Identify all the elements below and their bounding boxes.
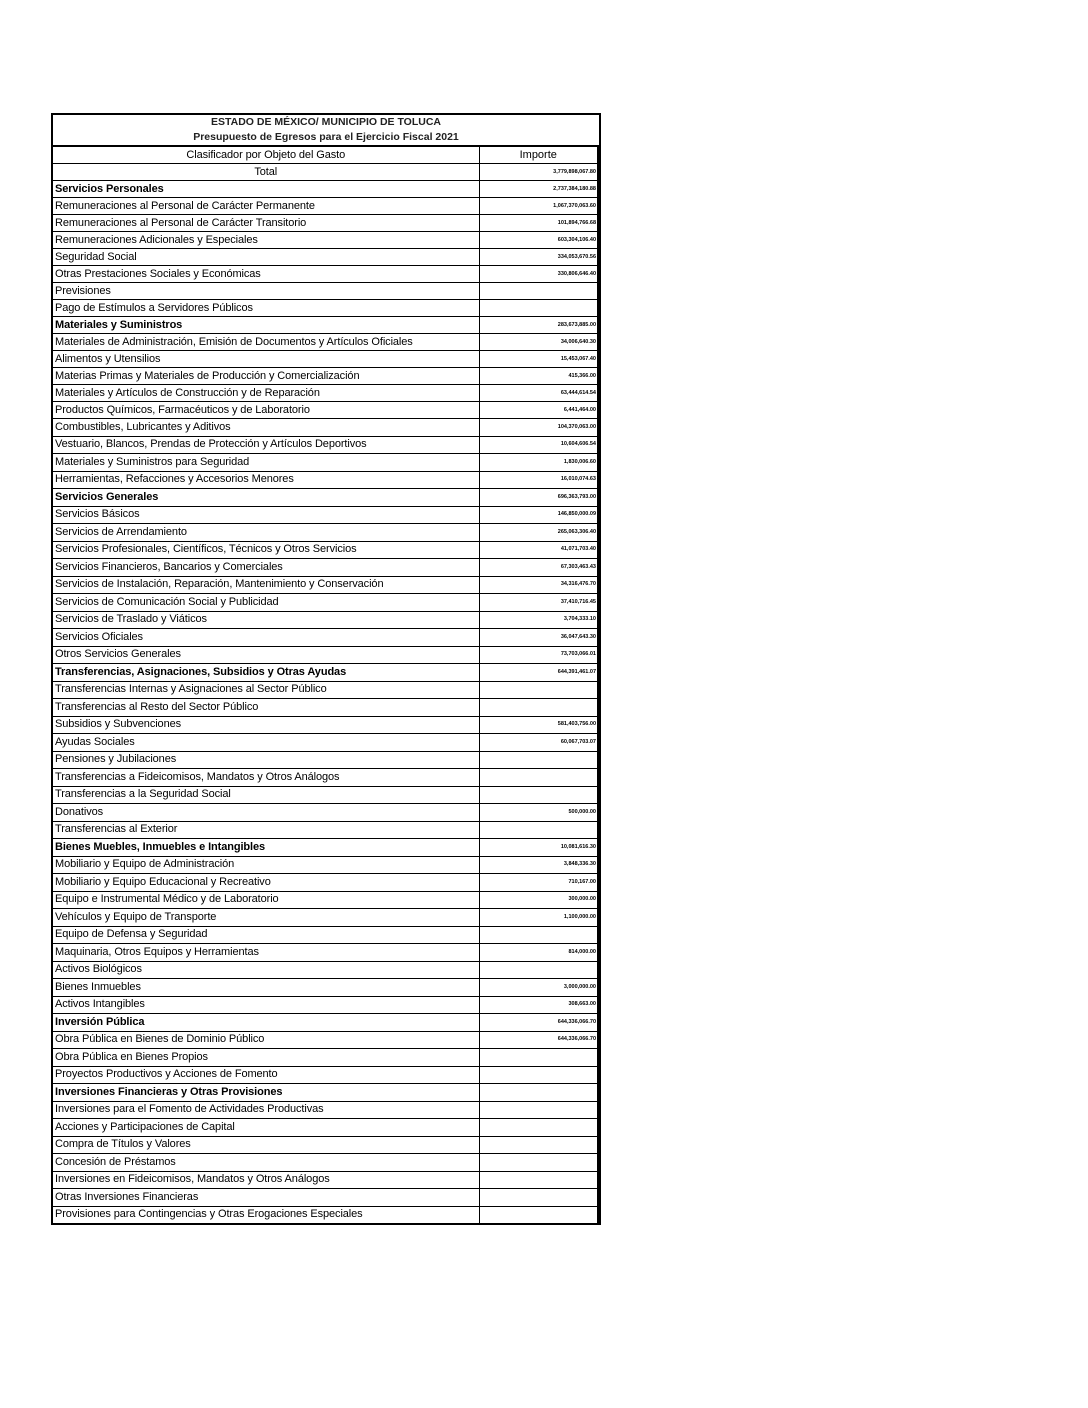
document-subtitle: Presupuesto de Egresos para el Ejercicio Fiscal 2021 bbox=[53, 130, 599, 147]
row-label: Servicios de Arrendamiento bbox=[53, 524, 479, 542]
row-amount bbox=[479, 1154, 598, 1172]
row-label: Obra Pública en Bienes de Dominio Público bbox=[53, 1031, 479, 1049]
table-row bbox=[53, 402, 598, 419]
table-row bbox=[53, 471, 598, 489]
row-label: Compra de Títulos y Valores bbox=[53, 1136, 479, 1154]
table-row bbox=[53, 1049, 598, 1067]
table-row bbox=[53, 506, 598, 524]
row-amount: 63,444,614.54 bbox=[479, 385, 598, 402]
row-amount bbox=[479, 1084, 598, 1102]
table-row bbox=[53, 1189, 598, 1207]
row-label: Maquinaria, Otros Equipos y Herramientas bbox=[53, 944, 479, 962]
category-row bbox=[53, 1084, 598, 1102]
row-label: Productos Químicos, Farmacéuticos y de Laboratorio bbox=[53, 402, 479, 419]
row-label: Otras Prestaciones Sociales y Económicas bbox=[53, 266, 479, 283]
table-row bbox=[53, 646, 598, 664]
row-label: Servicios Generales bbox=[53, 489, 479, 507]
column-header-amount: Importe bbox=[479, 147, 598, 164]
row-label: Materias Primas y Materiales de Producción y Comercialización bbox=[53, 368, 479, 385]
row-label: Proyectos Productivos y Acciones de Fomento bbox=[53, 1066, 479, 1084]
row-amount: 60,067,703.07 bbox=[479, 734, 598, 752]
row-amount: 67,303,463.43 bbox=[479, 559, 598, 577]
table-row bbox=[53, 874, 598, 892]
row-amount: 300,000.00 bbox=[479, 891, 598, 909]
row-amount: 146,850,000.09 bbox=[479, 506, 598, 524]
row-amount: 696,363,793.00 bbox=[479, 489, 598, 507]
document-title: ESTADO DE MÉXICO/ MUNICIPIO DE TOLUCA bbox=[210, 116, 442, 128]
row-label: Servicios Financieros, Bancarios y Comerciales bbox=[53, 559, 479, 577]
row-label: Transferencias al Exterior bbox=[53, 821, 479, 839]
table-row bbox=[53, 300, 598, 317]
table-row bbox=[53, 891, 598, 909]
category-row bbox=[53, 317, 598, 334]
row-amount bbox=[479, 786, 598, 804]
row-label: Transferencias Internas y Asignaciones al Sector Público bbox=[53, 681, 479, 699]
row-amount: 710,167.00 bbox=[479, 874, 598, 892]
row-label: Materiales de Administración, Emisión de Documentos y Artículos Oficiales bbox=[53, 334, 479, 351]
table-row bbox=[53, 436, 598, 454]
table-row bbox=[53, 1101, 598, 1119]
row-amount: 644,391,461.07 bbox=[479, 664, 598, 682]
table-row bbox=[53, 1119, 598, 1137]
table-row bbox=[53, 944, 598, 962]
row-label: Pensiones y Jubilaciones bbox=[53, 751, 479, 769]
row-label: Donativos bbox=[53, 804, 479, 822]
row-amount bbox=[479, 1189, 598, 1207]
table-row bbox=[53, 786, 598, 804]
row-amount: 603,304,106.40 bbox=[479, 232, 598, 249]
category-row bbox=[53, 839, 598, 857]
budget-table bbox=[53, 147, 599, 1223]
table-row bbox=[53, 716, 598, 734]
row-label: Transferencias al Resto del Sector Público bbox=[53, 699, 479, 717]
row-label: Materiales y Artículos de Construcción y de Reparación bbox=[53, 385, 479, 402]
table-row bbox=[53, 351, 598, 368]
row-label: Bienes Inmuebles bbox=[53, 979, 479, 997]
row-label: Acciones y Participaciones de Capital bbox=[53, 1119, 479, 1137]
table-row bbox=[53, 334, 598, 351]
table-row bbox=[53, 541, 598, 559]
table-row bbox=[53, 611, 598, 629]
row-amount: 1,830,006.60 bbox=[479, 454, 598, 472]
table-row bbox=[53, 926, 598, 944]
row-label: Equipo e Instrumental Médico y de Laboratorio bbox=[53, 891, 479, 909]
table-row bbox=[53, 804, 598, 822]
row-label: Servicios Personales bbox=[53, 181, 479, 198]
row-label: Transferencias, Asignaciones, Subsidios y Otras Ayudas bbox=[53, 664, 479, 682]
row-label: Inversiones para el Fomento de Actividades Productivas bbox=[53, 1101, 479, 1119]
row-label: Activos Intangibles bbox=[53, 996, 479, 1014]
row-amount bbox=[479, 699, 598, 717]
row-amount: 644,336,066.70 bbox=[479, 1031, 598, 1049]
row-label: Ayudas Sociales bbox=[53, 734, 479, 752]
table-row bbox=[53, 751, 598, 769]
row-amount bbox=[479, 1066, 598, 1084]
table-row bbox=[53, 1066, 598, 1084]
row-amount bbox=[479, 1136, 598, 1154]
row-label: Servicios Oficiales bbox=[53, 629, 479, 647]
category-row bbox=[53, 181, 598, 198]
row-amount: 644,336,066.70 bbox=[479, 1014, 598, 1032]
row-amount: 814,000.00 bbox=[479, 944, 598, 962]
column-header-row bbox=[53, 147, 598, 164]
row-amount: 34,006,640.30 bbox=[479, 334, 598, 351]
row-label: Provisiones para Contingencias y Otras Erogaciones Especiales bbox=[53, 1206, 479, 1223]
total-row bbox=[53, 164, 598, 181]
row-label: Equipo de Defensa y Seguridad bbox=[53, 926, 479, 944]
row-label: Pago de Estímulos a Servidores Públicos bbox=[53, 300, 479, 317]
table-row bbox=[53, 232, 598, 249]
table-row bbox=[53, 629, 598, 647]
row-label: Servicios de Traslado y Viáticos bbox=[53, 611, 479, 629]
row-label: Alimentos y Utensilios bbox=[53, 351, 479, 368]
row-label: Vestuario, Blancos, Prendas de Protección y Artículos Deportivos bbox=[53, 436, 479, 454]
table-row bbox=[53, 734, 598, 752]
table-row bbox=[53, 454, 598, 472]
row-amount: 283,673,885.00 bbox=[479, 317, 598, 334]
row-label: Transferencias a Fideicomisos, Mandatos y Otros Análogos bbox=[53, 769, 479, 787]
row-amount: 36,047,643.30 bbox=[479, 629, 598, 647]
table-row bbox=[53, 681, 598, 699]
row-amount: 308,663.00 bbox=[479, 996, 598, 1014]
table-row bbox=[53, 821, 598, 839]
row-label: Servicios Básicos bbox=[53, 506, 479, 524]
table-row bbox=[53, 979, 598, 997]
row-amount: 415,366.00 bbox=[479, 368, 598, 385]
row-amount bbox=[479, 681, 598, 699]
row-label: Subsidios y Subvenciones bbox=[53, 716, 479, 734]
row-label: Remuneraciones al Personal de Carácter Transitorio bbox=[53, 215, 479, 232]
row-amount: 330,806,646.40 bbox=[479, 266, 598, 283]
row-label: Inversiones en Fideicomisos, Mandatos y Otros Análogos bbox=[53, 1171, 479, 1189]
table-row bbox=[53, 996, 598, 1014]
row-amount bbox=[479, 1049, 598, 1067]
row-amount: 73,703,066.01 bbox=[479, 646, 598, 664]
row-amount: 34,316,476.70 bbox=[479, 576, 598, 594]
row-amount bbox=[479, 821, 598, 839]
row-label: Previsiones bbox=[53, 283, 479, 300]
row-label: Transferencias a la Seguridad Social bbox=[53, 786, 479, 804]
row-label: Mobiliario y Equipo de Administración bbox=[53, 856, 479, 874]
row-amount bbox=[479, 300, 598, 317]
category-row bbox=[53, 1014, 598, 1032]
table-row bbox=[53, 769, 598, 787]
row-amount: 1,100,000.00 bbox=[479, 909, 598, 927]
row-label: Inversión Pública bbox=[53, 1014, 479, 1032]
row-amount: 41,071,703.40 bbox=[479, 541, 598, 559]
table-row bbox=[53, 961, 598, 979]
table-row bbox=[53, 266, 598, 283]
row-label: Concesión de Préstamos bbox=[53, 1154, 479, 1172]
row-label: Inversiones Financieras y Otras Provisiones bbox=[53, 1084, 479, 1102]
table-row bbox=[53, 215, 598, 232]
table-row bbox=[53, 1206, 598, 1223]
row-amount: 3,779,898,067.80 bbox=[479, 164, 598, 181]
row-amount bbox=[479, 751, 598, 769]
row-label: Servicios de Instalación, Reparación, Mantenimiento y Conservación bbox=[53, 576, 479, 594]
table-row bbox=[53, 368, 598, 385]
row-label: Mobiliario y Equipo Educacional y Recreativo bbox=[53, 874, 479, 892]
row-label: Servicios de Comunicación Social y Publicidad bbox=[53, 594, 479, 612]
row-amount: 10,081,616.30 bbox=[479, 839, 598, 857]
row-amount: 16,010,074.63 bbox=[479, 471, 598, 489]
row-label: Remuneraciones al Personal de Carácter Permanente bbox=[53, 198, 479, 215]
row-label: Otros Servicios Generales bbox=[53, 646, 479, 664]
row-amount: 104,370,063.00 bbox=[479, 419, 598, 437]
row-amount bbox=[479, 283, 598, 300]
table-row bbox=[53, 856, 598, 874]
row-label: Remuneraciones Adicionales y Especiales bbox=[53, 232, 479, 249]
row-amount: 37,410,716.45 bbox=[479, 594, 598, 612]
category-row bbox=[53, 664, 598, 682]
row-amount: 3,704,333.10 bbox=[479, 611, 598, 629]
table-row bbox=[53, 594, 598, 612]
table-row bbox=[53, 559, 598, 577]
row-amount: 581,403,756.00 bbox=[479, 716, 598, 734]
column-header-concept: Clasificador por Objeto del Gasto bbox=[53, 147, 479, 164]
row-label: Total bbox=[53, 164, 479, 181]
row-label: Activos Biológicos bbox=[53, 961, 479, 979]
table-row bbox=[53, 283, 598, 300]
row-amount: 2,737,384,180.88 bbox=[479, 181, 598, 198]
row-label: Obra Pública en Bienes Propios bbox=[53, 1049, 479, 1067]
row-amount: 500,000.00 bbox=[479, 804, 598, 822]
table-row bbox=[53, 419, 598, 437]
row-label: Combustibles, Lubricantes y Aditivos bbox=[53, 419, 479, 437]
table-row bbox=[53, 249, 598, 266]
row-amount bbox=[479, 961, 598, 979]
row-amount: 10,604,606.54 bbox=[479, 436, 598, 454]
row-amount: 334,053,670.56 bbox=[479, 249, 598, 266]
table-row bbox=[53, 524, 598, 542]
table-row bbox=[53, 1171, 598, 1189]
row-label: Materiales y Suministros bbox=[53, 317, 479, 334]
row-amount: 6,441,464.00 bbox=[479, 402, 598, 419]
row-amount bbox=[479, 769, 598, 787]
row-label: Servicios Profesionales, Científicos, Técnicos y Otros Servicios bbox=[53, 541, 479, 559]
table-row bbox=[53, 198, 598, 215]
row-label: Otras Inversiones Financieras bbox=[53, 1189, 479, 1207]
row-label: Materiales y Suministros para Seguridad bbox=[53, 454, 479, 472]
row-amount bbox=[479, 926, 598, 944]
row-label: Seguridad Social bbox=[53, 249, 479, 266]
row-amount bbox=[479, 1206, 598, 1223]
table-row bbox=[53, 909, 598, 927]
row-amount: 265,063,306.40 bbox=[479, 524, 598, 542]
row-amount: 15,453,067.40 bbox=[479, 351, 598, 368]
table-row bbox=[53, 576, 598, 594]
row-amount: 1,067,370,063.60 bbox=[479, 198, 598, 215]
table-row bbox=[53, 1154, 598, 1172]
table-row bbox=[53, 385, 598, 402]
row-label: Bienes Muebles, Inmuebles e Intangibles bbox=[53, 839, 479, 857]
row-label: Vehículos y Equipo de Transporte bbox=[53, 909, 479, 927]
row-amount: 101,894,766.68 bbox=[479, 215, 598, 232]
table-row bbox=[53, 1031, 598, 1049]
category-row bbox=[53, 489, 598, 507]
row-amount: 3,000,000.00 bbox=[479, 979, 598, 997]
row-amount bbox=[479, 1101, 598, 1119]
row-label: Herramientas, Refacciones y Accesorios Menores bbox=[53, 471, 479, 489]
row-amount bbox=[479, 1171, 598, 1189]
row-amount bbox=[479, 1119, 598, 1137]
table-row bbox=[53, 1136, 598, 1154]
budget-sheet bbox=[51, 113, 601, 1225]
row-amount: 3,848,336.30 bbox=[479, 856, 598, 874]
table-row bbox=[53, 699, 598, 717]
